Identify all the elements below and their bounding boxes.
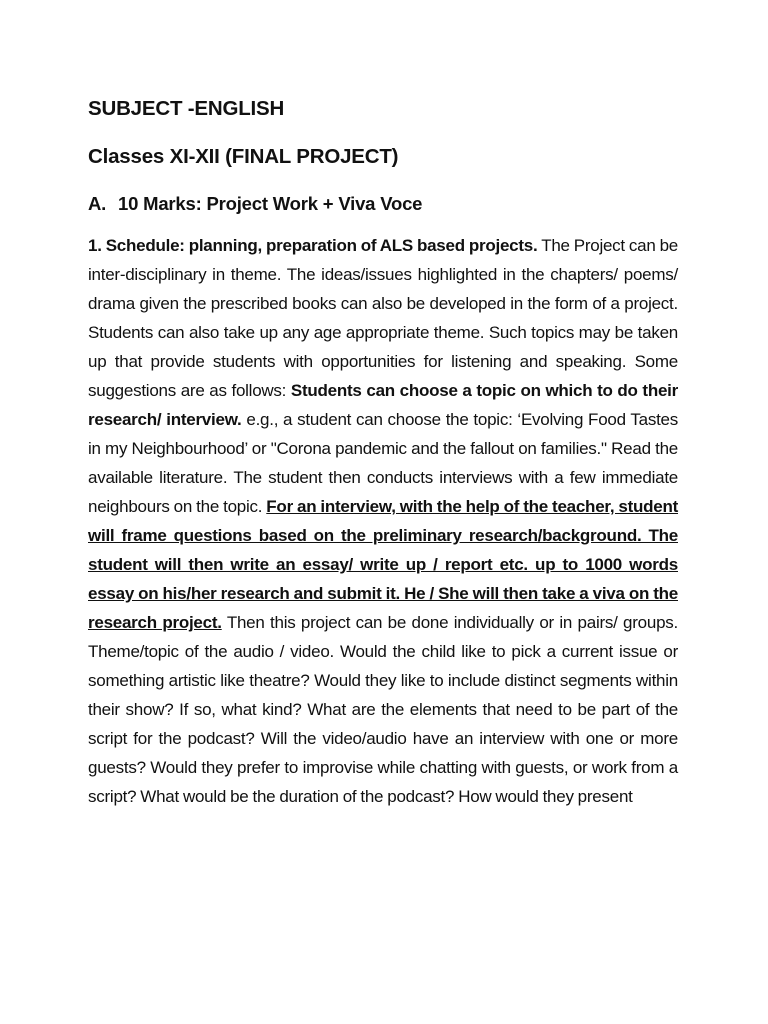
section-title: 10 Marks: Project Work + Viva Voce	[118, 193, 423, 214]
classes-heading: Classes XI-XII (FINAL PROJECT)	[88, 145, 399, 168]
subject-heading: SUBJECT -ENGLISH	[88, 97, 285, 120]
schedule-lead: 1. Schedule: planning, preparation of ALS based projects.	[88, 236, 538, 255]
section-label: A.	[88, 193, 107, 214]
section-heading	[88, 189, 678, 219]
interview-instructions: For an interview, with the help of the teacher, student will frame questions based on the preliminary research/background. The student will then write an essay/ write up / report etc. up to 1000 words essay on his/her research and submit it. He / She will then take a viva on the research project.	[88, 497, 678, 632]
paragraph-text-2: e.g., a student can choose the topic: ‘Evolving Food Tastes in my Neighbourhood’ or "Corona pandemic and the fallout on families." Read the available literature. The student then conducts interviews with a few immediate neighbours on the topic.	[88, 410, 678, 516]
research-topic-sentence: Students can choose a topic on which to do their research/ interview.	[88, 381, 678, 429]
paragraph-text-3: Then this project can be done individually or in pairs/ groups. Theme/topic of the audio / video. Would the child like to pick a current issue or something artistic like theatre? Would they like to include distinct segments within their show? If so, what kind? What are the elements that need to be part of the script for the podcast? Will the video/audio have an interview with one or more guests? Would they prefer to improvise while chatting with guests, or work from a script? What would be the duration of the podcast? How would they present	[88, 613, 678, 806]
project-paragraph	[88, 231, 678, 811]
document-page	[88, 92, 678, 811]
paragraph-text-1: The Project can be inter-disciplinary in theme. The ideas/issues highlighted in the chapters/ poems/ drama given the prescribed books can also be developed in the form of a project. Students can also take up any age appropriate theme. Such topics may be taken up that provide students with opportunities for listening and speaking. Some suggestions are as follows:	[88, 236, 678, 400]
